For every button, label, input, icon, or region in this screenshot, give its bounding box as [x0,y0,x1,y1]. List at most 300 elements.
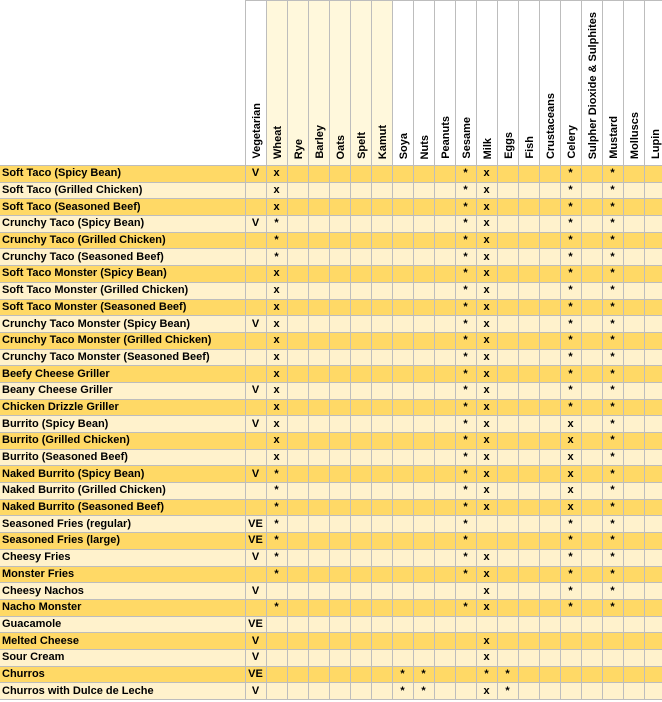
allergen-cell [371,449,392,466]
table-row [0,683,662,700]
allergen-cell [287,549,308,566]
allergen-cell: * [455,199,476,216]
allergen-cell [350,433,371,450]
allergen-cell: * [266,466,287,483]
allergen-cell [497,466,518,483]
allergen-cell [413,516,434,533]
allergen-cell [581,166,602,183]
allergen-cell [287,566,308,583]
allergen-cell [350,366,371,383]
allergen-cell [497,599,518,616]
allergen-cell [413,366,434,383]
allergen-cell [329,349,350,366]
allergen-cell [350,549,371,566]
allergen-cell [329,232,350,249]
allergen-cell [623,466,644,483]
table-row [0,382,662,399]
allergen-cell [518,616,539,633]
table-row [0,416,662,433]
allergen-cell [581,683,602,700]
allergen-cell: V [245,216,266,233]
allergen-cell [644,332,662,349]
allergen-cell [413,633,434,650]
allergen-cell [392,599,413,616]
allergen-cell [623,216,644,233]
allergen-cell: * [560,516,581,533]
allergen-cell [623,199,644,216]
allergen-cell [287,616,308,633]
menu-item-name: Naked Burrito (Spicy Bean) [0,466,245,483]
allergen-cell [371,666,392,683]
menu-item-name: Crunchy Taco (Spicy Bean) [0,216,245,233]
allergen-cell: * [560,316,581,333]
allergen-cell: * [455,249,476,266]
allergen-cell [392,499,413,516]
allergen-cell [371,382,392,399]
allergen-cell [329,549,350,566]
allergen-cell: * [560,533,581,550]
allergen-cell [644,516,662,533]
allergen-cell [518,332,539,349]
column-header-label: Lupin [649,129,662,159]
allergen-cell: * [560,282,581,299]
allergen-cell [287,666,308,683]
column-header [308,1,329,166]
allergen-cell [497,266,518,283]
allergen-cell [434,583,455,600]
allergen-cell: x [476,449,497,466]
column-header-label: Fish [523,136,536,159]
allergen-cell [329,599,350,616]
menu-item-name: Soft Taco Monster (Grilled Chicken) [0,282,245,299]
allergen-cell [581,299,602,316]
allergen-cell [434,366,455,383]
allergen-cell [392,466,413,483]
allergen-cell: x [266,382,287,399]
menu-item-name: Chicken Drizzle Griller [0,399,245,416]
allergen-cell [392,449,413,466]
allergen-cell: * [602,299,623,316]
allergen-cell [392,516,413,533]
allergen-cell [518,683,539,700]
allergen-cell: * [455,216,476,233]
allergen-cell: * [455,299,476,316]
allergen-cell [518,299,539,316]
allergen-cell [308,199,329,216]
allergen-cell: * [455,166,476,183]
menu-item-name: Naked Burrito (Seasoned Beef) [0,499,245,516]
allergen-cell [287,199,308,216]
allergen-cell: x [266,282,287,299]
menu-item-name: Naked Burrito (Grilled Chicken) [0,483,245,500]
allergen-cell: * [602,366,623,383]
allergen-cell [497,316,518,333]
allergen-cell: * [455,599,476,616]
allergen-cell: * [497,683,518,700]
allergen-cell [644,666,662,683]
allergen-cell [623,516,644,533]
allergen-cell: x [476,483,497,500]
allergen-cell: * [560,332,581,349]
allergen-cell [308,599,329,616]
column-header [266,1,287,166]
allergen-cell [434,399,455,416]
allergen-cell: * [455,366,476,383]
allergen-cell [434,349,455,366]
allergen-cell [287,599,308,616]
menu-item-name: Beany Cheese Griller [0,382,245,399]
allergen-cell [560,683,581,700]
column-header [392,1,413,166]
allergen-cell [413,199,434,216]
allergen-cell [308,516,329,533]
allergen-cell [371,466,392,483]
allergen-cell [518,282,539,299]
column-header-label: Vegetarian [250,103,263,159]
allergen-cell: V [245,166,266,183]
table-row [0,349,662,366]
allergen-cell [329,616,350,633]
allergen-cell [455,583,476,600]
menu-item-name: Burrito (Seasoned Beef) [0,449,245,466]
allergen-cell [350,466,371,483]
allergen-cell [644,649,662,666]
allergen-cell: x [476,266,497,283]
allergen-cell [497,399,518,416]
allergen-cell: V [245,466,266,483]
allergen-cell [287,166,308,183]
allergen-cell [308,316,329,333]
allergen-cell [371,499,392,516]
allergen-cell [329,516,350,533]
allergen-cell [245,499,266,516]
allergen-cell [539,566,560,583]
allergen-cell: * [455,483,476,500]
allergen-cell: V [245,549,266,566]
column-header-label: Barley [313,125,326,159]
table-row [0,449,662,466]
menu-item-name: Crunchy Taco (Grilled Chicken) [0,232,245,249]
allergen-cell: x [266,316,287,333]
allergen-cell: x [560,449,581,466]
allergen-cell [497,633,518,650]
column-header-label: Soya [397,132,410,159]
allergen-cell [476,533,497,550]
allergen-cell [392,416,413,433]
allergen-cell: * [560,399,581,416]
allergen-cell [392,533,413,550]
table-row [0,433,662,450]
allergen-cell [266,683,287,700]
allergen-cell [392,649,413,666]
allergen-cell [518,483,539,500]
allergen-cell [581,516,602,533]
allergen-cell [413,232,434,249]
allergen-cell [623,249,644,266]
table-row [0,616,662,633]
allergen-cell: * [560,166,581,183]
column-header-label: Peanuts [439,116,452,159]
allergen-cell [371,533,392,550]
allergen-cell [350,533,371,550]
allergen-cell [434,449,455,466]
allergen-cell [518,249,539,266]
allergen-cell [539,399,560,416]
allergen-cell [392,199,413,216]
allergen-cell [623,533,644,550]
allergen-cell [287,316,308,333]
allergen-cell: * [602,282,623,299]
allergen-cell [350,282,371,299]
allergen-cell [392,483,413,500]
allergen-cell [287,433,308,450]
allergen-cell [581,332,602,349]
allergen-cell [581,666,602,683]
allergen-cell: x [476,216,497,233]
allergen-cell [434,683,455,700]
allergen-cell [539,299,560,316]
allergen-cell: V [245,649,266,666]
allergen-cell [371,599,392,616]
allergen-cell: * [266,533,287,550]
allergen-cell [350,633,371,650]
allergen-cell [371,282,392,299]
allergen-cell [308,616,329,633]
allergen-cell [581,583,602,600]
allergen-cell: x [476,433,497,450]
allergen-cell [602,683,623,700]
allergen-cell [623,266,644,283]
allergen-cell: * [455,566,476,583]
allergen-cell [539,382,560,399]
allergen-cell [623,416,644,433]
allergen-cell [497,282,518,299]
column-header-label: Crustaceans [544,92,557,159]
allergen-cell [539,549,560,566]
column-header-label: Oats [334,134,347,159]
allergen-cell [602,649,623,666]
allergen-cell [518,232,539,249]
allergen-cell [413,266,434,283]
column-header-label: Nuts [418,134,431,159]
allergen-cell [560,616,581,633]
allergen-cell [644,449,662,466]
allergen-cell [434,649,455,666]
allergen-cell [350,499,371,516]
allergen-cell [287,516,308,533]
allergen-cell [434,416,455,433]
allergen-cell: * [602,266,623,283]
allergen-cell [371,483,392,500]
allergen-cell [497,416,518,433]
allergen-cell: x [560,466,581,483]
allergen-cell [644,633,662,650]
allergen-cell [308,466,329,483]
allergen-cell: * [392,666,413,683]
allergen-cell: * [602,182,623,199]
allergen-cell: x [476,366,497,383]
allergen-cell [329,216,350,233]
allergen-cell [434,266,455,283]
allergen-cell [434,299,455,316]
allergen-cell [308,266,329,283]
allergen-cell [287,382,308,399]
allergen-cell [371,416,392,433]
allergen-cell [518,382,539,399]
allergen-cell [308,382,329,399]
allergen-cell [539,449,560,466]
allergen-cell [518,666,539,683]
allergen-cell [581,499,602,516]
allergen-cell [518,366,539,383]
allergen-cell: * [455,182,476,199]
allergen-cell [245,599,266,616]
allergen-cell [329,449,350,466]
allergen-cell [392,399,413,416]
column-header [245,1,266,166]
allergen-cell [287,266,308,283]
allergen-cell [266,616,287,633]
allergen-cell [287,366,308,383]
allergen-cell [329,583,350,600]
allergen-cell: * [455,382,476,399]
table-row [0,583,662,600]
allergen-cell: * [560,382,581,399]
allergen-cell [371,649,392,666]
column-header [560,1,581,166]
allergen-cell [392,433,413,450]
allergen-cell: x [476,182,497,199]
allergen-cell [287,583,308,600]
allergen-cell: x [476,649,497,666]
allergen-cell [350,299,371,316]
table-row [0,466,662,483]
table-row [0,499,662,516]
allergen-cell [518,216,539,233]
allergen-cell [245,282,266,299]
allergen-cell [434,499,455,516]
allergen-cell [308,216,329,233]
allergen-cell [644,199,662,216]
allergen-cell: x [476,583,497,600]
allergen-cell [623,433,644,450]
menu-item-name: Guacamole [0,616,245,633]
allergen-cell: x [476,549,497,566]
allergen-cell [329,199,350,216]
allergen-cell [623,316,644,333]
allergen-cell [392,366,413,383]
allergen-cell: * [266,566,287,583]
allergen-cell [371,399,392,416]
allergen-cell [245,182,266,199]
column-header [329,1,350,166]
allergen-cell: * [560,299,581,316]
allergen-cell: * [602,499,623,516]
column-header-label: Celery [565,125,578,159]
allergen-cell [350,416,371,433]
allergen-cell [413,616,434,633]
allergen-cell [329,182,350,199]
allergen-cell [518,516,539,533]
allergen-cell [413,483,434,500]
allergen-cell [644,266,662,283]
allergen-cell [644,282,662,299]
allergen-cell [455,683,476,700]
allergen-cell [581,316,602,333]
allergen-cell [350,382,371,399]
allergen-cell [413,216,434,233]
allergen-cell: * [602,332,623,349]
allergen-cell [644,433,662,450]
allergen-cell [266,583,287,600]
allergen-cell [602,616,623,633]
allergen-cell [371,433,392,450]
allergen-cell [308,649,329,666]
allergen-cell [392,583,413,600]
allergen-cell: V [245,382,266,399]
allergen-cell [266,633,287,650]
allergen-cell [518,633,539,650]
allergen-cell: * [455,316,476,333]
menu-item-name: Nacho Monster [0,599,245,616]
allergen-cell [623,332,644,349]
allergen-cell [497,216,518,233]
allergen-cell: * [455,516,476,533]
allergen-cell: * [602,216,623,233]
allergen-cell [560,649,581,666]
allergen-cell [371,232,392,249]
table-row [0,366,662,383]
allergen-cell [350,199,371,216]
allergen-cell [644,166,662,183]
allergen-cell: * [455,499,476,516]
allergen-cell [644,466,662,483]
allergen-cell [329,166,350,183]
allergen-cell [308,549,329,566]
allergen-cell [413,416,434,433]
allergen-cell [434,216,455,233]
menu-item-name: Cheesy Fries [0,549,245,566]
allergen-cell [350,332,371,349]
allergen-cell [329,566,350,583]
allergen-cell [308,483,329,500]
allergen-cell [518,449,539,466]
allergen-cell [539,483,560,500]
allergen-cell [413,583,434,600]
allergen-cell [434,199,455,216]
allergen-cell [308,449,329,466]
allergen-cell: x [476,282,497,299]
menu-item-name: Churros with Dulce de Leche [0,683,245,700]
table-row [0,166,662,183]
allergen-cell [644,499,662,516]
allergen-cell [329,382,350,399]
allergen-cell: x [266,433,287,450]
allergen-cell [497,382,518,399]
allergen-cell [623,166,644,183]
allergen-cell: * [560,199,581,216]
allergen-cell: * [266,216,287,233]
allergen-cell [581,232,602,249]
allergen-cell [539,433,560,450]
allergen-cell [308,282,329,299]
allergen-cell [455,666,476,683]
allergen-cell [623,349,644,366]
allergen-cell [308,166,329,183]
allergen-cell [602,633,623,650]
allergen-cell: * [560,182,581,199]
column-header [644,1,662,166]
